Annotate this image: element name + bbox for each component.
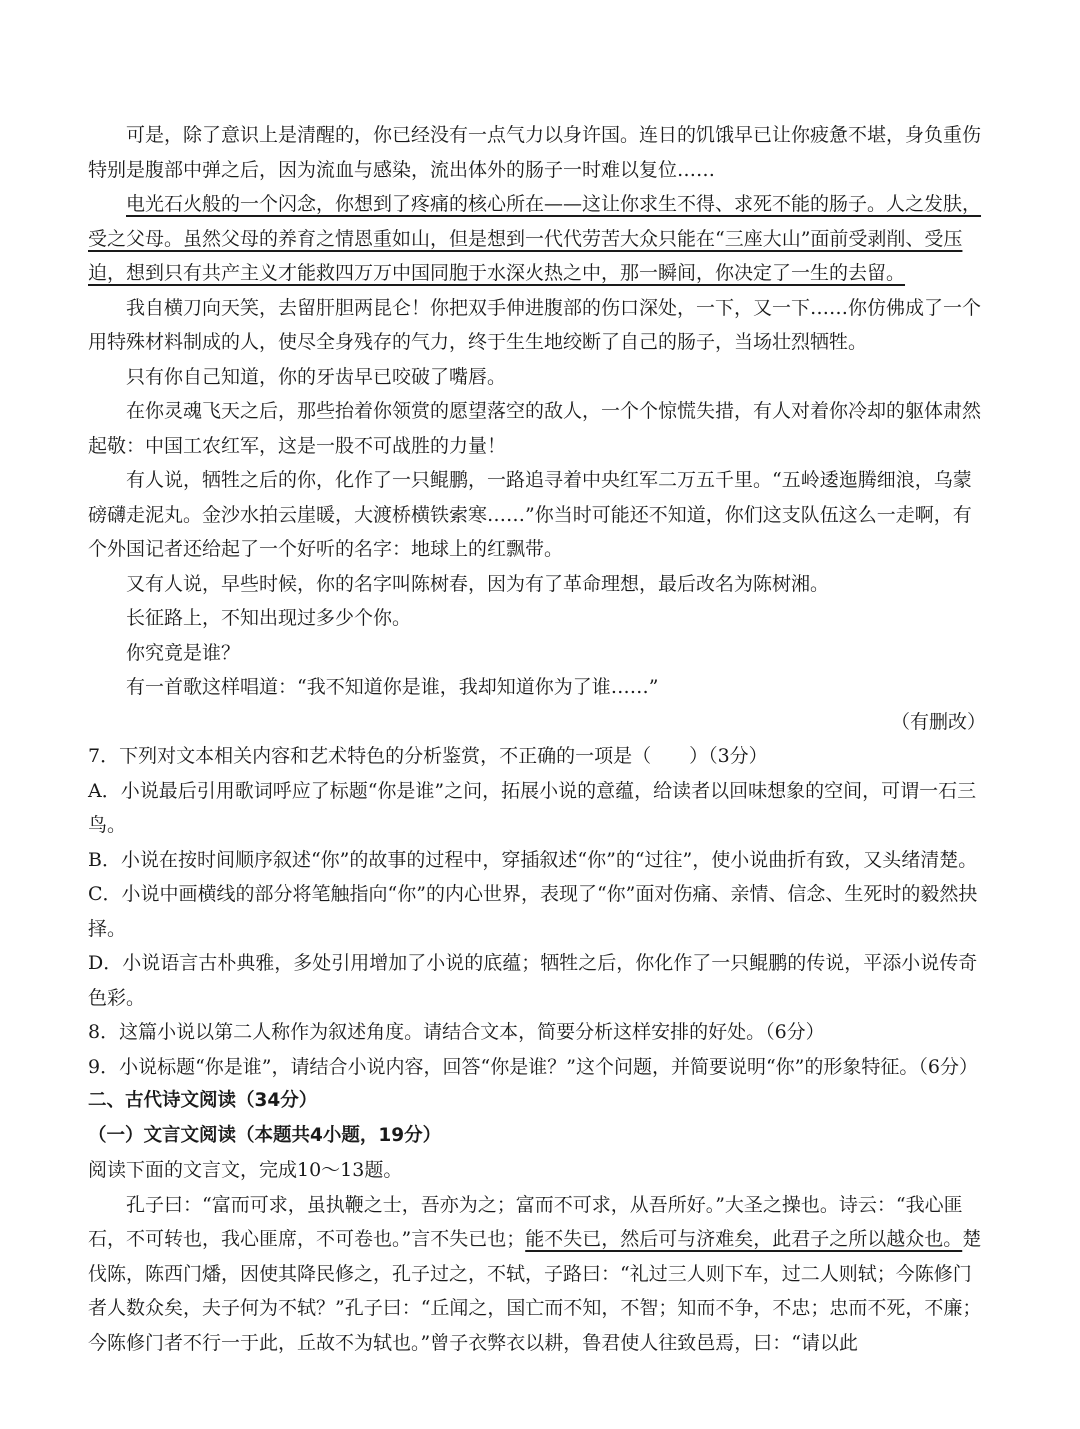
story-paragraph: 有一首歌这样唱道：“我不知道你是谁，我却知道你为了谁……” (126, 676, 659, 698)
section-heading: 二、古代诗文阅读（34分） (88, 1090, 318, 1111)
instruction: 阅读下面的文言文，完成10～13题。 (88, 1159, 403, 1181)
story-paragraph: 又有人说，早些时候，你的名字叫陈树春，因为有了革命理想，最后改名为陈树湘。 (126, 572, 830, 595)
option-a: A．小说最后引用歌词呼应了标题“你是谁”之问，拓展小说的意蕴，给读者以回味想象的空间，可谓一石三鸟。 (88, 779, 977, 836)
passage-underlined: 能不失已，然后可与济难矣，此君子之所以越众也。 (525, 1228, 963, 1250)
classical-passage (88, 1188, 988, 1361)
source-note: （有删改） (890, 710, 986, 733)
story-paragraph: 我自横刀向天笑，去留肝胆两昆仑！你把双手伸进腹部的伤口深处，一下，又一下……你仿佛成了一个用特殊材料制成的人，使尽全身残存的气力，终于生生地绞断了自己的肠子，当场壮烈牺牲。 (88, 296, 982, 353)
passage-text: 孔子曰：“富而可求，虽执鞭之士，吾亦为之；富而不可求，从吾所好。”大圣之操也。诗云：“我心匪石，不可转也，我心匪席，不可卷也。”言不失已也； (88, 1193, 963, 1250)
option-d: D．小说语言古朴典雅，多处引用增加了小说的底蕴；牺牲之后，你化作了一只鲲鹏的传说，平添小说传奇色彩。 (88, 952, 978, 1009)
story-paragraph: 在你灵魂飞天之后，那些抬着你领赏的愿望落空的敌人，一个个惊慌失措，有人对着你冷却的躯体肃然起敬：中国工农红军，这是一股不可战胜的力量！ (88, 400, 982, 457)
passage-text: 楚伐陈，陈西门燔，因使其降民修之，孔子过之，不轼，子路曰：“礼过三人则下车，过二人则轼；今陈修门者人数众矣，夫子何为不轼？”孔子曰：“丘闻之，国亡而不知，不智；知而不争，不忠；忠而不死，不廉；今陈修门者不行一于此，丘故不为轼也。”曾子衣弊衣以耕，鲁君使人往致邑焉，曰：“请以此 (88, 1228, 982, 1354)
story-paragraph: 可是，除了意识上是清醒的，你已经没有一点气力以身许国。连日的饥饿早已让你疲惫不堪，身负重伤特别是腹部中弹之后，因为流血与感染，流出体外的肠子一时难以复位…… (88, 124, 982, 181)
option-b: B．小说在按时间顺序叙述“你”的故事的过程中，穿插叙述“你”的“过往”，使小说曲折有致，又头绪清楚。 (88, 848, 978, 871)
question-8: 8．这篇小说以第二人称作为叙述角度。请结合文本，简要分析这样安排的好处。（6分） (88, 1021, 825, 1043)
question-7: 7．下列对文本相关内容和艺术特色的分析鉴赏，不正确的一项是（ ）（3分） (88, 745, 768, 767)
story-paragraph: 只有你自己知道，你的牙齿早已咬破了嘴唇。 (126, 365, 507, 388)
story-paragraph: 长征路上，不知出现过多少个你。 (126, 607, 412, 629)
subsection-heading: （一）文言文阅读（本题共4小题，19分） (88, 1124, 442, 1146)
option-c: C．小说中画横线的部分将笔触指向“你”的内心世界，表现了“你”面对伤痛、亲情、信念、生死时的毅然抉择。 (88, 883, 978, 940)
story-paragraph: 有人说，牺牲之后的你，化作了一只鲲鹏，一路追寻着中央红军二万五千里。“五岭逶迤腾细浪，乌蒙磅礴走泥丸。金沙水拍云崖暖，大渡桥横铁索寒……”你当时可能还不知道，你们这支队伍这么一走啊，有个外国记者还给起了一个好听的名字：地球上的红飘带。 (88, 469, 972, 560)
story-paragraph: 你究竟是谁？ (126, 641, 241, 664)
story-text (88, 118, 988, 1360)
story-paragraph-underlined: 电光石火般的一个闪念，你想到了疼痛的核心所在——这让你求生不得、求死不能的肠子。人之发肤，受之父母。虽然父母的养育之情恩重如山，但是想到一代代劳苦大众只能在“三座大山”面前受剥削、受压迫，想到只有共产主义才能救四万万中国同胞于水深火热之中，那一瞬间，你决定了一生的去留。 (88, 193, 982, 284)
question-9: 9．小说标题“你是谁”，请结合小说内容，回答“你是谁？”这个问题，并简要说明“你”的形象特征。（6分） (88, 1055, 978, 1078)
